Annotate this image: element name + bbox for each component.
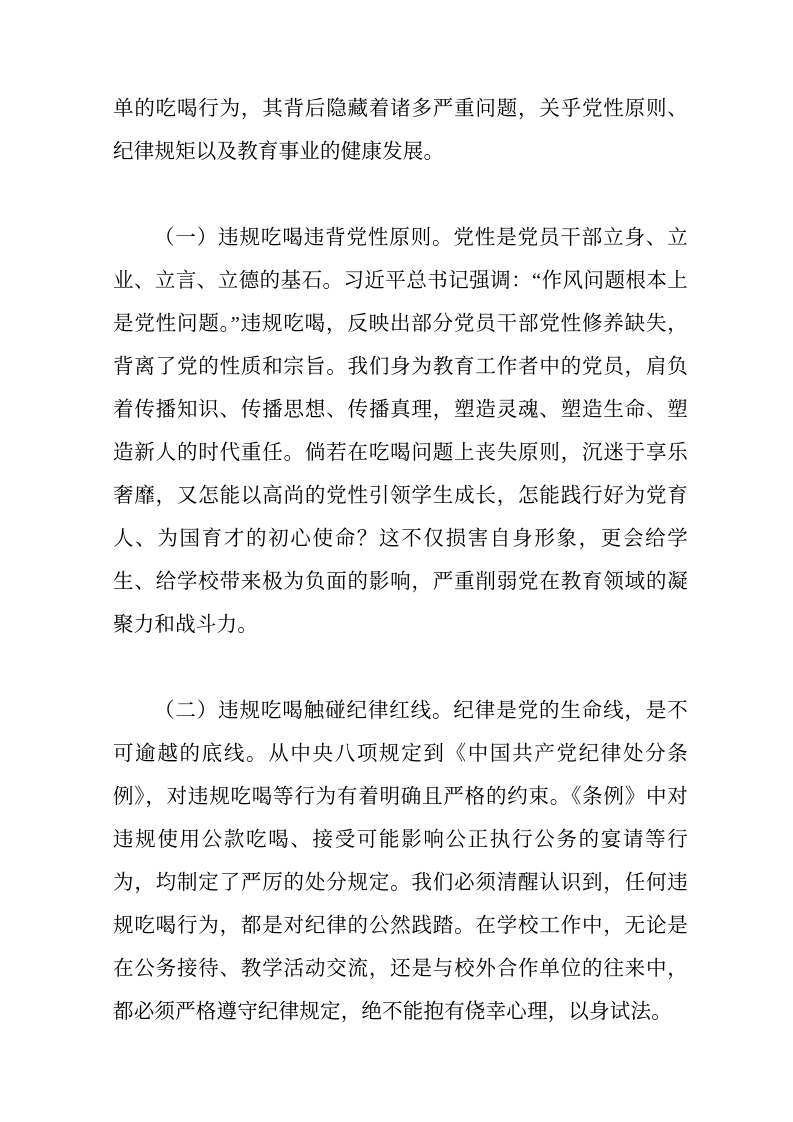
paragraph-spacer: [113, 647, 688, 690]
paragraph-section-two: （二）违规吃喝触碰纪律红线。纪律是党的生命线，是不可逾越的底线。从中央八项规定到《中国共产党纪律处分条例》，对违规吃喝等行为有着明确且严格的约束。《条例》中对违规使用公款吃喝、接受可能影响公正执行公务的宴请等行为，均制定了严厉的处分规定。我们必须清醒认识到，任何违规吃喝行为，都是对纪律的公然践踏。在学校工作中，无论是在公务接待、教学活动交流，还是与校外合作单位的往来中，都必须严格遵守纪律规定，绝不能抱有侥幸心理，以身试法。: [113, 700, 688, 1023]
document-body: [113, 88, 688, 1034]
paragraph-spacer: [113, 174, 688, 217]
paragraph-section-one: （一）违规吃喝违背党性原则。党性是党员干部立身、立业、立言、立德的基石。习近平总书记强调：“作风问题根本上是党性问题。”违规吃喝，反映出部分党员干部党性修养缺失，背离了党的性质和宗旨。我们身为教育工作者中的党员，肩负着传播知识、传播思想、传播真理，塑造灵魂、塑造生命、塑造新人的时代重任。倘若在吃喝问题上丧失原则，沉迷于享乐奢靡，又怎能以高尚的党性引领学生成长，怎能践行好为党育人、为国育才的初心使命？这不仅损害自身形象，更会给学生、给学校带来极为负面的影响，严重削弱党在教育领域的凝聚力和战斗力。: [113, 227, 688, 636]
paragraph-continuation: 单的吃喝行为，其背后隐藏着诸多严重问题，关乎党性原则、纪律规矩以及教育事业的健康发展。: [113, 98, 688, 163]
